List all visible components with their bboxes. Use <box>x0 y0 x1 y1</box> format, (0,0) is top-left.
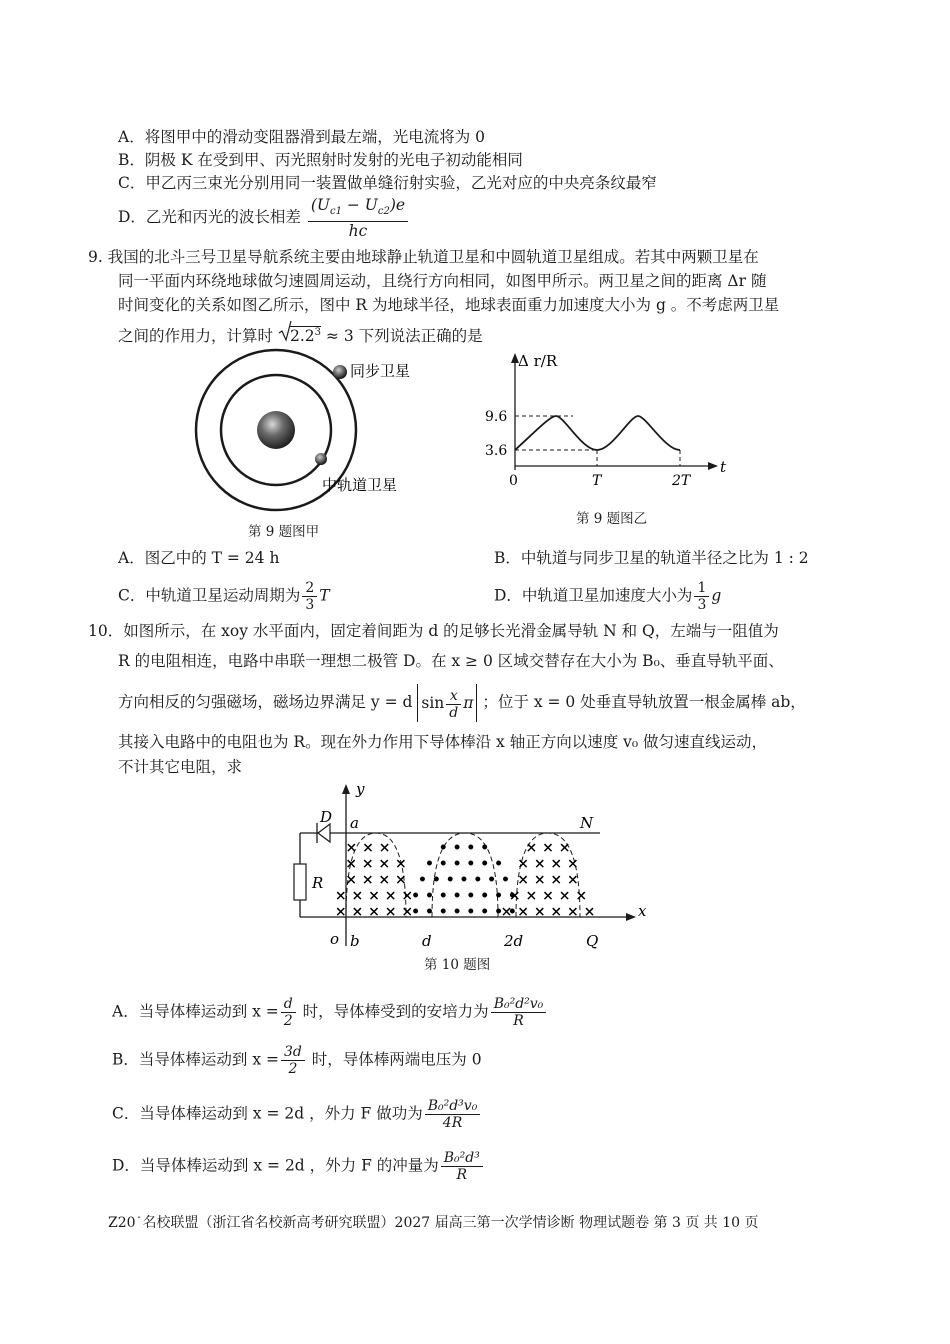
q10-option-d: D．当导体棒运动到 x = 2d ，外力 F 的冲量为 $\frac{\text{B₀²d³}}{R}$ <box>112 1150 485 1183</box>
svg-text:• • • • • •: • • • • • • <box>424 856 504 872</box>
svg-text:× × ×: × × × <box>345 840 391 856</box>
svg-text:• • • • • • •: • • • • • • • <box>418 872 510 888</box>
q9-fig-b-caption: 第 9 题图乙 <box>576 511 648 527</box>
svg-text:• • • • • • • •: • • • • • • • • <box>411 888 517 904</box>
earth-icon <box>257 411 295 449</box>
q8-option-b: B．阴极 K 在受到甲、丙光照射时发射的光电子初动能相同 <box>118 151 523 169</box>
q8-option-c: C．甲乙丙三束光分别用同一装置做单缝衍射实验，乙光对应的中央亮条纹最窄 <box>118 174 657 192</box>
q9-figure-graph <box>480 350 740 500</box>
q10-option-b: B．当导体棒运动到 x = $\frac{3d}{2}$ 时，导体棒两端电压为 0 <box>112 1044 482 1077</box>
q10-stem-line5: 不计其它电阻，求 <box>118 758 243 776</box>
svg-text:× × × ×: × × × × <box>345 856 407 872</box>
graph-x-label: t <box>720 458 727 476</box>
q9-option-c: C．中轨道卫星运动周期为 $\frac{2}{3}$ T <box>118 580 330 613</box>
q8-option-d-text: D．乙光和丙光的波长相差 <box>118 208 301 227</box>
sync-satellite-icon <box>333 365 347 379</box>
fig10-D-label: D <box>320 808 333 826</box>
label-sync-satellite: 同步卫星 <box>350 362 411 380</box>
graph-y-label: Δ r/R <box>518 352 558 370</box>
q10-option-c: C．当导体棒运动到 x = 2d ，外力 F 做功为 $\frac{\text{B₀²d³v₀}}{4R}$ <box>112 1098 482 1131</box>
q9-stem-line4: 之间的作用力，计算时 $2.2^3 \approx 3$ 下列说法正确的是 <box>118 322 483 347</box>
fig10-b-label: b <box>350 932 360 950</box>
fig10-o-label: o <box>330 930 340 948</box>
svg-text:× × × ×: × × × × <box>517 856 579 872</box>
abs-sin-expression: sin $\frac{x}{d}$ π <box>417 684 477 722</box>
graph-y-lo: 3.6 <box>485 443 508 459</box>
svg-text:× × × × ×: × × × × × <box>508 888 588 904</box>
fig10-Q-label: Q <box>586 932 599 950</box>
diode-icon <box>317 823 330 843</box>
fig10-2d-label: 2d <box>504 932 524 950</box>
svg-text:× × × ×: × × × × <box>517 872 579 888</box>
q10-stem-line4: 其接入电路中的电阻也为 R。现在外力作用下导体棒沿 x 轴正方向以速度 v₀ 做匀速直线运动， <box>118 733 768 751</box>
q10-stem-line3: 方向相反的匀强磁场，磁场边界满足 y = d sin $\frac{x}{d}$ π ；位于 x = 0 处垂直导轨放置一根金属棒 ab， <box>118 684 806 722</box>
page-footer: Z20˙名校联盟（浙江省名校新高考研究联盟）2027 届高三第一次学情诊断 物理试题卷 第 3 页 共 10 页 <box>108 1215 759 1231</box>
q9-option-a: A．图乙中的 T = 24 h <box>118 549 280 567</box>
fig10-x-label: x <box>638 902 647 920</box>
resistor-icon <box>294 864 306 900</box>
q10-option-a: A．当导体棒运动到 x = $\frac{d}{2}$ 时，导体棒受到的安培力为 $\frac{\text{B₀²d²v₀}}{R}$ <box>112 996 548 1029</box>
q8-option-a: A．将图甲中的滑动变阻器滑到最左端，光电流将为 0 <box>118 128 485 146</box>
fig10-d-label: d <box>422 932 432 950</box>
fig10-y-label: y <box>356 780 365 798</box>
svg-text:× × × × × ×: × × × × × × <box>500 904 596 920</box>
svg-text:• • • • • • • •: • • • • • • • • <box>411 904 517 920</box>
q9-option-d: D．中轨道卫星加速度大小为 $\frac{1}{3}$ g <box>494 580 722 613</box>
q9-stem-line2: 同一平面内环绕地球做匀速圆周运动，且绕行方向相同，如图甲所示。两卫星之间的距离 Δr 随 <box>118 272 767 290</box>
fig10-a-label: a <box>350 814 359 832</box>
q10-stem-line1: 10．如图所示，在 xoy 水平面内，固定着间距为 d 的足够长光滑金属导轨 N 和 Q，左端与一阻值为 <box>88 622 779 640</box>
svg-text:× × ×: × × × <box>525 840 571 856</box>
q8-option-d <box>118 196 410 240</box>
q10-fig-caption: 第 10 题图 <box>424 957 491 973</box>
graph-xT: T <box>592 473 602 489</box>
fig10-R-label: R <box>312 874 324 892</box>
fig10-N-label: N <box>580 814 594 832</box>
q9-stem-line1: 9. 我国的北斗三号卫星导航系统主要由地球静止轨道卫星和中圆轨道卫星组成。若其中两颗卫星在 <box>88 248 759 266</box>
field-into-page-region-1 <box>335 840 413 920</box>
graph-x2T: 2T <box>672 473 691 489</box>
field-into-page-region-2 <box>501 840 596 920</box>
q9-stem-line3: 时间变化的关系如图乙所示，图中 R 为地球半径，地球表面重力加速度大小为 g 。不考虑两卫星 <box>118 296 780 314</box>
q8-option-d-fraction: $\frac{(U_{c1} - U_{c2})e}{hc}$ <box>308 196 408 240</box>
graph-x0: 0 <box>509 473 518 489</box>
mid-satellite-icon <box>315 453 327 465</box>
delta-r-curve <box>515 416 680 450</box>
q10-stem-line2: R 的电阻相连，电路中串联一理想二极管 D。在 x ≥ 0 区域交替存在大小为 B₀、垂直导轨平面、 <box>118 652 784 670</box>
label-mid-satellite: 中轨道卫星 <box>322 476 398 494</box>
q9-figure-orbits <box>190 348 450 538</box>
svg-text:× × × × ×: × × × × × <box>334 888 414 904</box>
q9-fig-a-caption: 第 9 题图甲 <box>248 524 320 540</box>
graph-y-hi: 9.6 <box>485 409 508 425</box>
q10-figure-circuit <box>290 776 660 952</box>
sqrt-expression: $2.2^3$ <box>278 322 321 347</box>
q9-option-b: B．中轨道与同步卫星的轨道半径之比为 1 : 2 <box>494 549 809 567</box>
svg-text:• • • •: • • • • <box>438 840 490 856</box>
svg-text:× × × ×: × × × × <box>345 872 407 888</box>
svg-text:× × × × ×: × × × × × <box>334 904 414 920</box>
